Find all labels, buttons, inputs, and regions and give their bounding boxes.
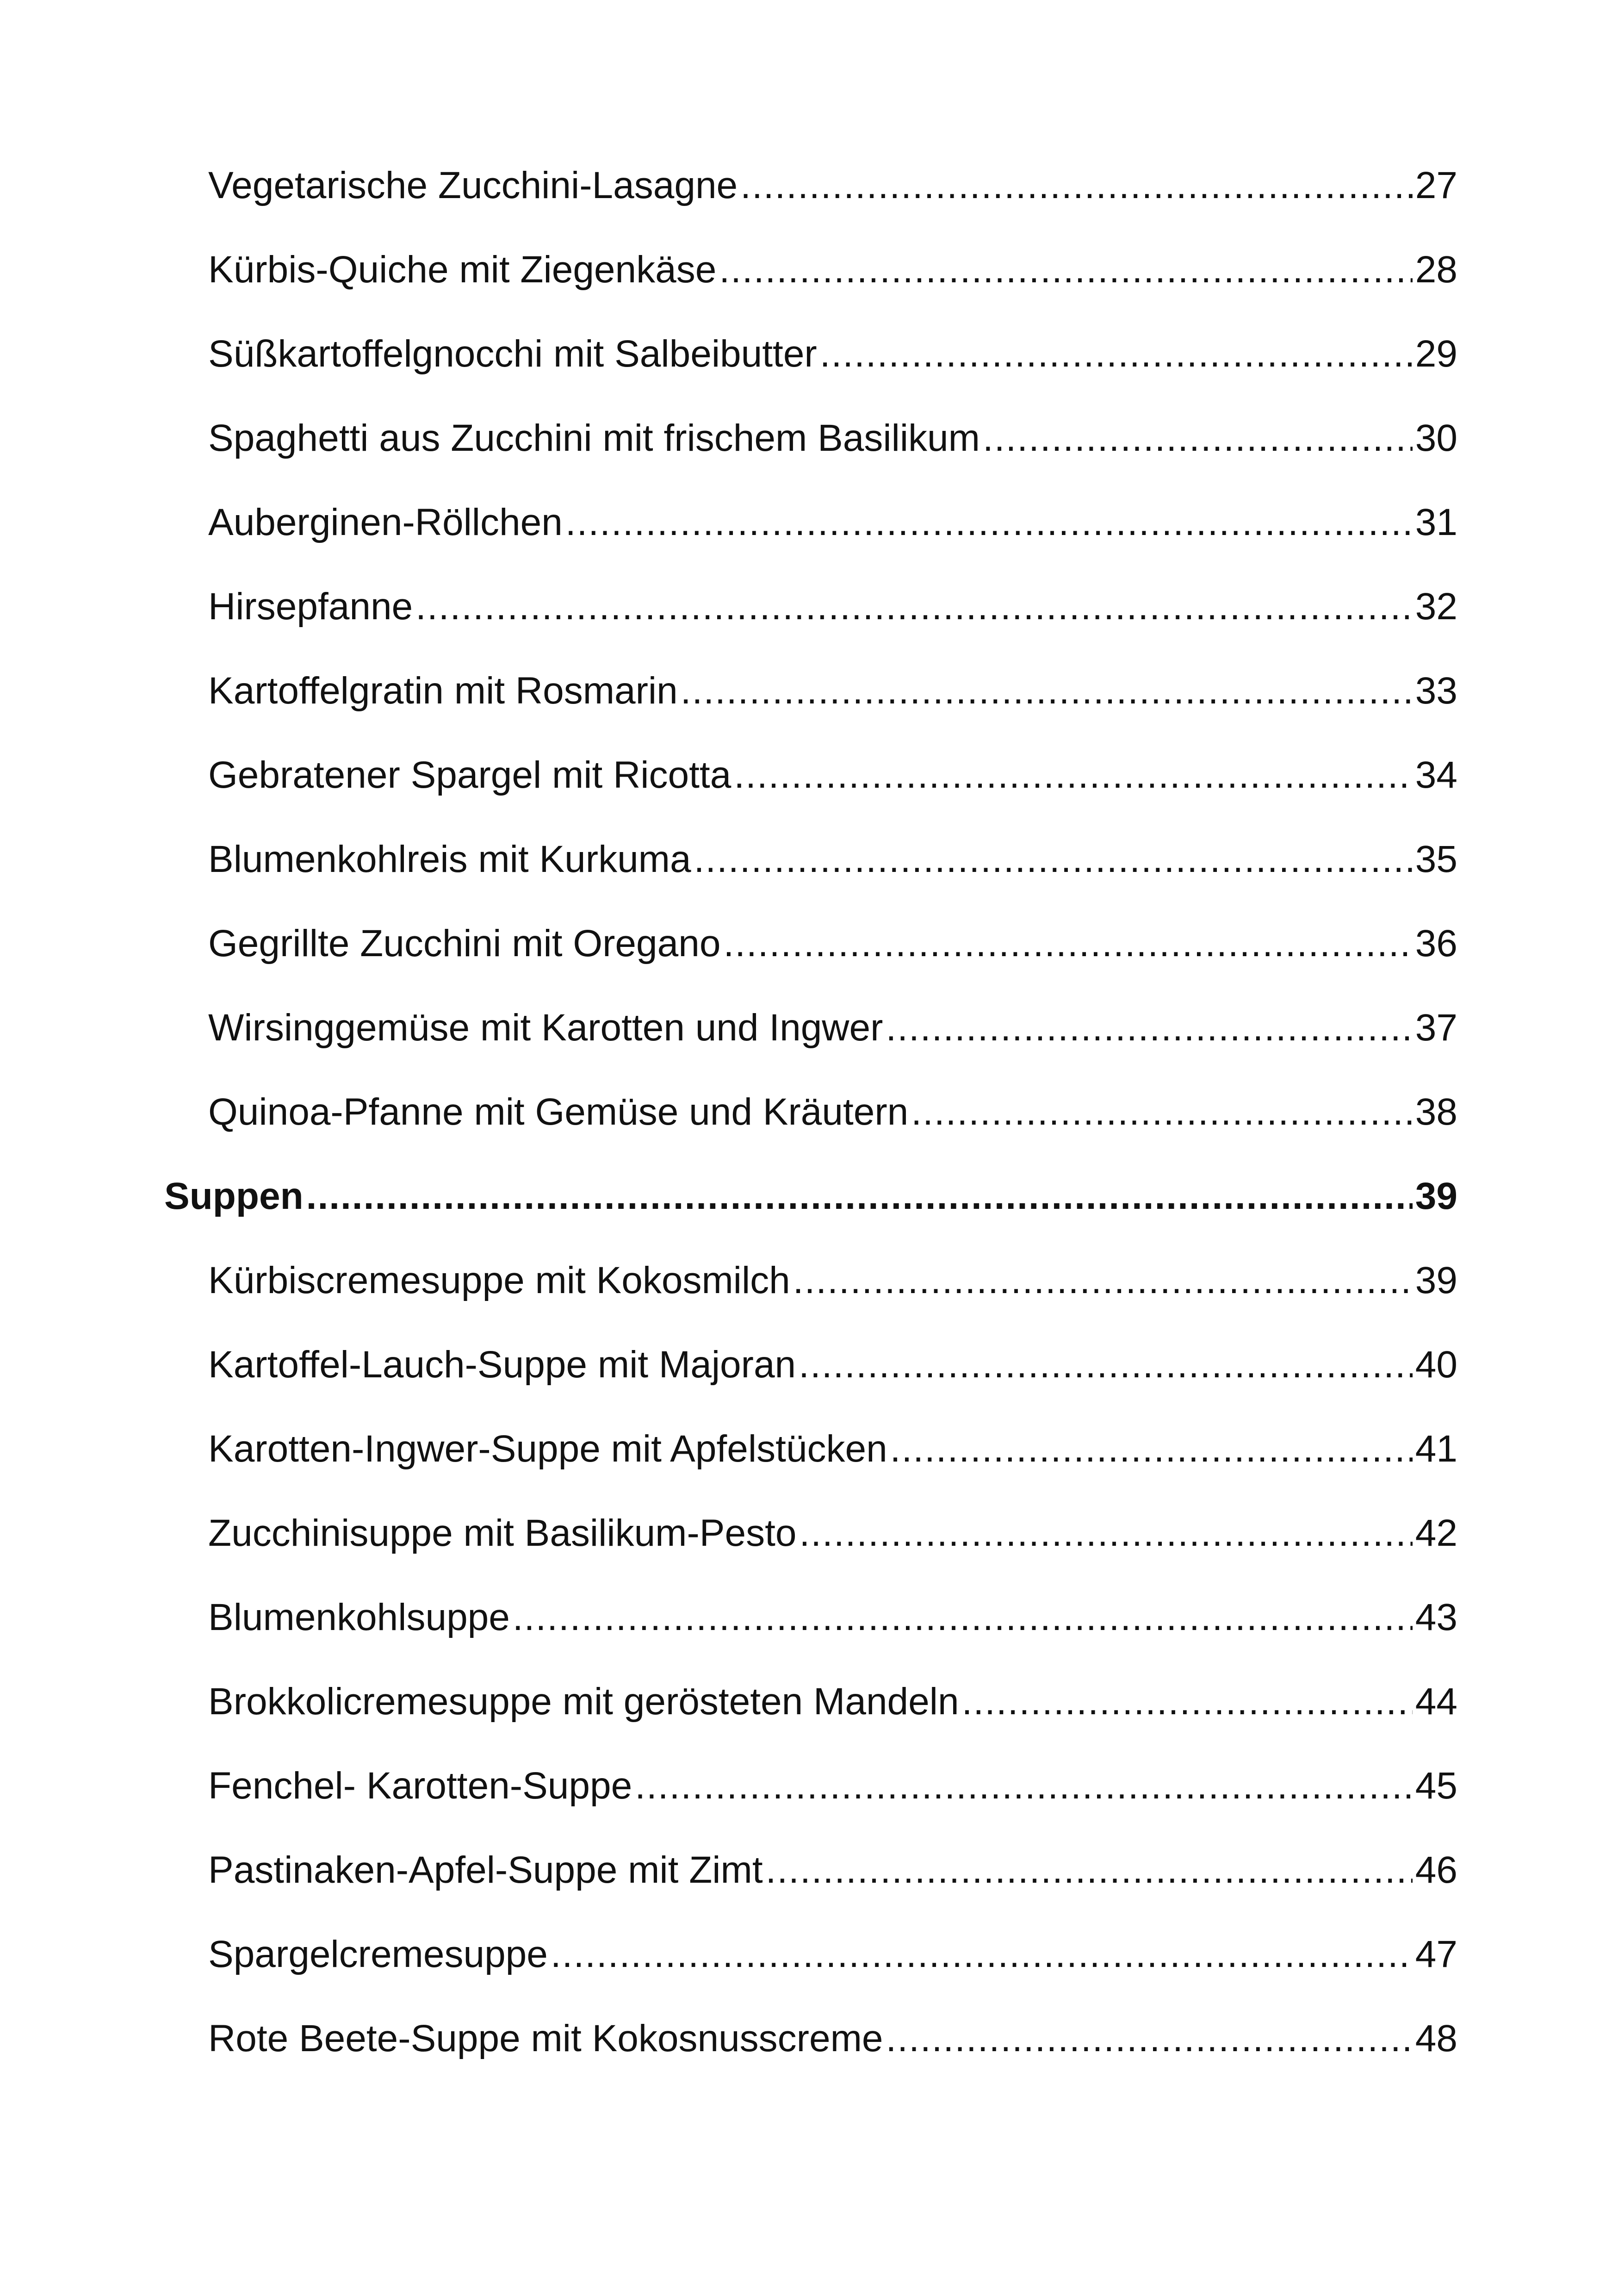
toc-entry-page: 43 [1415,1596,1457,1638]
toc-section-page: 39 [1415,1175,1457,1217]
dot-leader [890,1430,1413,1468]
toc-entry-page: 48 [1415,2017,1457,2060]
toc-entry-page: 28 [1415,249,1457,291]
toc-entry-page: 27 [1415,164,1457,206]
dot-leader [799,1346,1413,1384]
toc-entry-title: Wirsinggemüse mit Karotten und Ingwer [208,1007,883,1049]
toc-entry-page: 36 [1415,922,1457,964]
toc-entry-title: Spargelcremesuppe [208,1933,548,1975]
toc-entry-title: Pastinaken-Apfel-Suppe mit Zimt [208,1849,763,1891]
dot-leader [551,1935,1413,1973]
dot-leader [911,1093,1413,1131]
dot-leader [740,167,1413,205]
toc-entry-page: 39 [1415,1259,1457,1301]
toc-entry-page: 35 [1415,838,1457,880]
dot-leader [513,1599,1413,1636]
toc-entry-page: 40 [1415,1344,1457,1386]
toc-entry[interactable] [164,1009,1457,1093]
toc-section-suppen[interactable] [164,1177,1457,1262]
dot-leader [820,335,1413,373]
toc-entry[interactable] [164,335,1457,419]
toc-entry-page: 33 [1415,670,1457,712]
toc-entry-title: Kürbis-Quiche mit Ziegenkäse [208,249,717,291]
table-of-contents [164,164,1457,2104]
toc-entry[interactable] [164,585,1457,672]
toc-entry[interactable] [164,1346,1457,1430]
toc-entry[interactable] [164,1596,1457,1683]
toc-entry-title: Blumenkohlreis mit Kurkuma [208,838,691,880]
toc-entry-page: 45 [1415,1765,1457,1807]
dot-leader [415,588,1413,626]
toc-entry-title: Blumenkohlsuppe [208,1596,510,1638]
dot-leader [681,672,1413,710]
toc-entry[interactable] [164,840,1457,925]
toc-entry[interactable] [164,1259,1457,1346]
toc-entry-page: 32 [1415,585,1457,628]
toc-entry-page: 29 [1415,333,1457,375]
toc-entry-title: Kartoffel-Lauch-Suppe mit Majoran [208,1344,796,1386]
toc-entry[interactable] [164,1851,1457,1935]
dot-leader [635,1767,1413,1805]
toc-entry[interactable] [164,164,1457,251]
toc-entry[interactable] [164,2017,1457,2104]
toc-entry[interactable] [164,922,1457,1009]
toc-entry[interactable] [164,1093,1457,1177]
toc-entry-title: Kartoffelgratin mit Rosmarin [208,670,678,712]
toc-entry-page: 44 [1415,1680,1457,1723]
dot-leader [962,1683,1413,1721]
dot-leader [766,1851,1413,1889]
toc-entry-title: Gebratener Spargel mit Ricotta [208,754,732,796]
dot-leader [565,504,1413,541]
toc-entry-page: 37 [1415,1007,1457,1049]
toc-entry[interactable] [164,419,1457,504]
toc-entry[interactable] [164,672,1457,756]
toc-entry-page: 38 [1415,1091,1457,1133]
dot-leader [886,2020,1413,2058]
toc-entry-page: 46 [1415,1849,1457,1891]
toc-entry-title: Brokkolicremesuppe mit gerösteten Mandeln [208,1680,959,1723]
toc-entry-title: Karotten-Ingwer-Suppe mit Apfelstücken [208,1428,887,1470]
toc-entry[interactable] [164,1680,1457,1767]
toc-entry-title: Süßkartoffelgnocchi mit Salbeibutter [208,333,817,375]
toc-entry[interactable] [164,1767,1457,1851]
toc-entry-page: 47 [1415,1933,1457,1975]
dot-leader [886,1009,1412,1047]
toc-entry[interactable] [164,756,1457,840]
toc-entry-title: Spaghetti aus Zucchini mit frischem Basilikum [208,417,980,459]
toc-entry-title: Fenchel- Karotten-Suppe [208,1765,632,1807]
toc-entry-page: 31 [1415,501,1457,543]
dot-leader [793,1262,1413,1300]
toc-entry-page: 41 [1415,1428,1457,1470]
dot-leader [723,925,1412,963]
toc-entry-title: Kürbiscremesuppe mit Kokosmilch [208,1259,790,1301]
toc-entry-title: Gegrillte Zucchini mit Oregano [208,922,721,964]
toc-entry-title: Vegetarische Zucchini-Lasagne [208,164,738,206]
toc-entry-title: Zucchinisuppe mit Basilikum-Pesto [208,1512,797,1554]
dot-leader [694,840,1413,878]
dot-leader [719,251,1412,289]
toc-entry-page: 30 [1415,417,1457,459]
toc-entry-title: Auberginen-Röllchen [208,501,563,543]
toc-section-title: Suppen [164,1175,304,1217]
toc-entry-page: 34 [1415,754,1457,796]
toc-entry-page: 42 [1415,1512,1457,1554]
dot-leader [983,419,1413,457]
toc-entry[interactable] [164,1430,1457,1514]
toc-entry[interactable] [164,1514,1457,1599]
dot-leader [799,1514,1412,1552]
dot-leader [306,1177,1413,1215]
toc-entry-title: Hirsepfanne [208,585,413,628]
toc-entry-title: Rote Beete-Suppe mit Kokosnusscreme [208,2017,883,2060]
dot-leader [734,756,1412,794]
toc-entry[interactable] [164,251,1457,335]
toc-entry[interactable] [164,501,1457,588]
toc-entry[interactable] [164,1935,1457,2020]
toc-entry-title: Quinoa-Pfanne mit Gemüse und Kräutern [208,1091,909,1133]
